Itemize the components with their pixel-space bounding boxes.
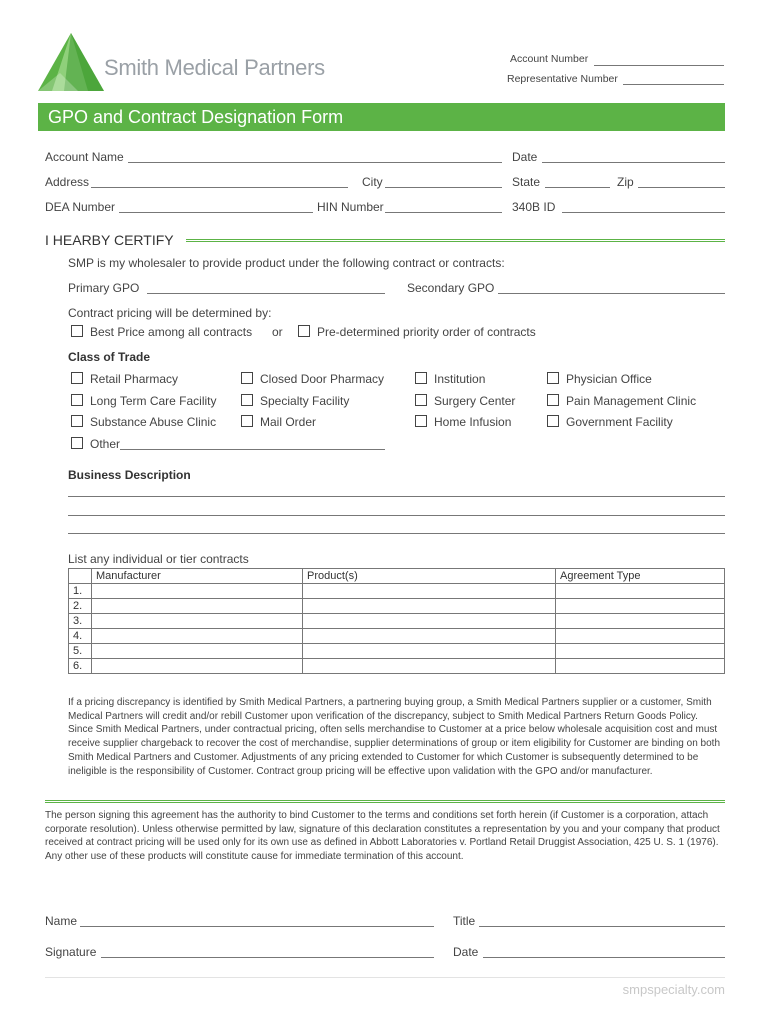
- signer-name-label: Name: [45, 914, 78, 928]
- manufacturer-header: Manufacturer: [92, 569, 303, 584]
- option-label: Physician Office: [566, 372, 652, 386]
- priority-order-checkbox[interactable]: [298, 325, 310, 337]
- best-price-option[interactable]: [71, 325, 252, 339]
- priority-order-label: Pre-determined priority order of contracts: [317, 325, 536, 339]
- cot-other[interactable]: [71, 437, 120, 451]
- checkbox[interactable]: [71, 372, 83, 384]
- manufacturer-cell[interactable]: [92, 629, 303, 644]
- discrepancy-paragraph: If a pricing discrepancy is identified by Smith Medical Partners, a partnering buying group, a Smith Medical Partners supplier or a customer, Smith Medical Partners will credit and/or rebill Customer upon verification of the discrepancy, subject to Smith Medical Partners Return Goods Policy. Since Smith Medical Partners, under contractual pricing, often sells merchandise to Customer at a price below wholesale acquisition cost and must receive supplier chargeback to recover the cost of merchandise, supplier determinations of group or item eligibility for Customer are binding on both Smith Medical Partners and Customer. Adjustments of any pricing extended to Customer for which Customer is subsequently determined to be ineligible is the responsibility of Customer. Contract group pricing will be effective upon validation with the GPO and/or manufacturer.: [68, 697, 721, 777]
- signer-title-label: Title: [453, 914, 476, 928]
- signature-date-field[interactable]: [483, 957, 725, 958]
- state-field[interactable]: [545, 187, 610, 188]
- best-price-checkbox[interactable]: [71, 325, 83, 337]
- other-field[interactable]: [120, 449, 385, 450]
- checkbox[interactable]: [71, 437, 83, 449]
- footer-divider: [45, 977, 725, 978]
- cot-specialty-facility[interactable]: [241, 394, 349, 408]
- option-label: Pain Management Clinic: [566, 394, 697, 408]
- cot-closed-door-pharmacy[interactable]: [241, 372, 384, 386]
- certify-heading: I HEARBY CERTIFY: [45, 232, 174, 248]
- signature-date-label: Date: [453, 945, 479, 959]
- option-label: Surgery Center: [434, 394, 516, 408]
- table-header-row: [69, 569, 725, 584]
- 340b-id-field[interactable]: [562, 212, 725, 213]
- business-description-line-1[interactable]: [68, 496, 725, 497]
- secondary-gpo-label: Secondary GPO: [407, 281, 495, 295]
- products-cell[interactable]: [303, 584, 556, 599]
- checkbox[interactable]: [547, 394, 559, 406]
- form-title: GPO and Contract Designation Form: [38, 103, 725, 131]
- table-row: [69, 644, 725, 659]
- agreement-type-cell[interactable]: [556, 614, 725, 629]
- cot-mail-order[interactable]: [241, 415, 316, 429]
- manufacturer-cell[interactable]: [92, 599, 303, 614]
- table-row: [69, 584, 725, 599]
- agreement-type-header: Agreement Type: [556, 569, 725, 584]
- products-header: Product(s): [303, 569, 556, 584]
- option-label: Retail Pharmacy: [90, 372, 179, 386]
- company-name: Smith Medical Partners: [104, 55, 325, 80]
- date-label: Date: [512, 150, 538, 164]
- option-label: Closed Door Pharmacy: [260, 372, 385, 386]
- manufacturer-cell[interactable]: [92, 644, 303, 659]
- row-number-header: [69, 569, 92, 584]
- hin-number-label: HIN Number: [317, 200, 384, 214]
- row-number: 2.: [69, 599, 92, 614]
- products-cell[interactable]: [303, 644, 556, 659]
- table-row: [69, 614, 725, 629]
- row-number: 5.: [69, 644, 92, 659]
- products-cell[interactable]: [303, 614, 556, 629]
- row-number: 1.: [69, 584, 92, 599]
- city-label: City: [362, 175, 383, 189]
- hin-number-field[interactable]: [385, 212, 502, 213]
- checkbox[interactable]: [241, 415, 253, 427]
- date-field[interactable]: [542, 162, 725, 163]
- dea-number-label: DEA Number: [45, 200, 116, 214]
- representative-number-field[interactable]: [623, 84, 724, 85]
- signer-name-field[interactable]: [80, 926, 434, 927]
- option-label: Government Facility: [566, 415, 673, 429]
- option-label: Substance Abuse Clinic: [90, 415, 217, 429]
- logo-triangle-icon: [38, 33, 104, 91]
- business-description-heading: Business Description: [68, 468, 191, 482]
- city-field[interactable]: [385, 187, 502, 188]
- 340b-id-label: 340B ID: [512, 200, 556, 214]
- checkbox[interactable]: [547, 372, 559, 384]
- row-number: 3.: [69, 614, 92, 629]
- signature-field[interactable]: [101, 957, 434, 958]
- zip-label: Zip: [617, 175, 634, 189]
- cot-surgery-center[interactable]: [415, 394, 515, 408]
- agreement-type-cell[interactable]: [556, 584, 725, 599]
- cot-home-infusion[interactable]: [415, 415, 511, 429]
- pricing-label: Contract pricing will be determined by:: [68, 306, 272, 320]
- table-row: [69, 599, 725, 614]
- signer-title-field[interactable]: [479, 926, 725, 927]
- manufacturer-cell[interactable]: [92, 614, 303, 629]
- products-cell[interactable]: [303, 659, 556, 674]
- agreement-type-cell[interactable]: [556, 629, 725, 644]
- footer-website: smpspecialty.com: [622, 982, 725, 997]
- business-description-line-2[interactable]: [68, 515, 725, 516]
- account-number-label: Account Number: [510, 53, 589, 65]
- agreement-type-cell[interactable]: [556, 659, 725, 674]
- checkbox[interactable]: [241, 394, 253, 406]
- best-price-label: Best Price among all contracts: [90, 325, 253, 339]
- contracts-table: [68, 568, 725, 674]
- secondary-gpo-field[interactable]: [498, 293, 725, 294]
- manufacturer-cell[interactable]: [92, 584, 303, 599]
- or-label: or: [272, 325, 283, 339]
- section-divider-2: [45, 800, 725, 803]
- cot-physician-office[interactable]: [547, 372, 652, 386]
- account-name-label: Account Name: [45, 150, 124, 164]
- option-label: Institution: [434, 372, 486, 386]
- authority-paragraph: The person signing this agreement has the authority to bind Customer to the terms and conditions set forth herein (if Customer is a corporation, attach corporate resolution). Unless otherwise permitted by law, signature of this declaration constitutes a representation by you and your company that product received at contract pricing will be used only for its own use as defined in Abbott Laboratories v. Portland Retail Druggist Association, 425 U. S. 1 (1976). Any other use of these products will constitute cause for immediate termination of this account.: [45, 810, 720, 863]
- checkbox[interactable]: [71, 394, 83, 406]
- address-field[interactable]: [91, 187, 348, 188]
- option-label: Mail Order: [260, 415, 317, 429]
- option-label: Other: [90, 437, 121, 451]
- cot-retail-pharmacy[interactable]: [71, 372, 178, 386]
- primary-gpo-field[interactable]: [147, 293, 385, 294]
- agreement-type-cell[interactable]: [556, 644, 725, 659]
- cot-long-term-care[interactable]: [71, 394, 217, 408]
- table-row: [69, 629, 725, 644]
- products-cell[interactable]: [303, 599, 556, 614]
- row-number: 6.: [69, 659, 92, 674]
- row-number: 4.: [69, 629, 92, 644]
- cot-substance-abuse[interactable]: [71, 415, 216, 429]
- checkbox[interactable]: [547, 415, 559, 427]
- option-label: Long Term Care Facility: [90, 394, 217, 408]
- cot-institution[interactable]: [415, 372, 485, 386]
- section-divider: [186, 239, 725, 242]
- zip-field[interactable]: [638, 187, 725, 188]
- contracts-label: List any individual or tier contracts: [68, 552, 249, 566]
- checkbox[interactable]: [415, 372, 427, 384]
- products-cell[interactable]: [303, 629, 556, 644]
- option-label: Home Infusion: [434, 415, 512, 429]
- table-row: [69, 659, 725, 674]
- checkbox[interactable]: [241, 372, 253, 384]
- representative-number-label: Representative Number: [507, 73, 618, 85]
- dea-number-field[interactable]: [119, 212, 313, 213]
- certify-intro: SMP is my wholesaler to provide product under the following contract or contracts:: [68, 256, 505, 270]
- cot-pain-management[interactable]: [547, 394, 696, 408]
- primary-gpo-label: Primary GPO: [68, 281, 140, 295]
- state-label: State: [512, 175, 541, 189]
- address-label: Address: [45, 175, 90, 189]
- checkbox[interactable]: [415, 415, 427, 427]
- checkbox[interactable]: [71, 415, 83, 427]
- option-label: Specialty Facility: [260, 394, 350, 408]
- priority-order-option[interactable]: [298, 325, 536, 339]
- checkbox[interactable]: [415, 394, 427, 406]
- agreement-type-cell[interactable]: [556, 599, 725, 614]
- cot-government-facility[interactable]: [547, 415, 673, 429]
- class-of-trade-heading: Class of Trade: [68, 350, 151, 364]
- business-description-line-3[interactable]: [68, 533, 725, 534]
- account-name-field[interactable]: [128, 162, 502, 163]
- company-logo: [38, 33, 104, 91]
- manufacturer-cell[interactable]: [92, 659, 303, 674]
- account-number-field[interactable]: [594, 65, 724, 66]
- signature-label: Signature: [45, 945, 97, 959]
